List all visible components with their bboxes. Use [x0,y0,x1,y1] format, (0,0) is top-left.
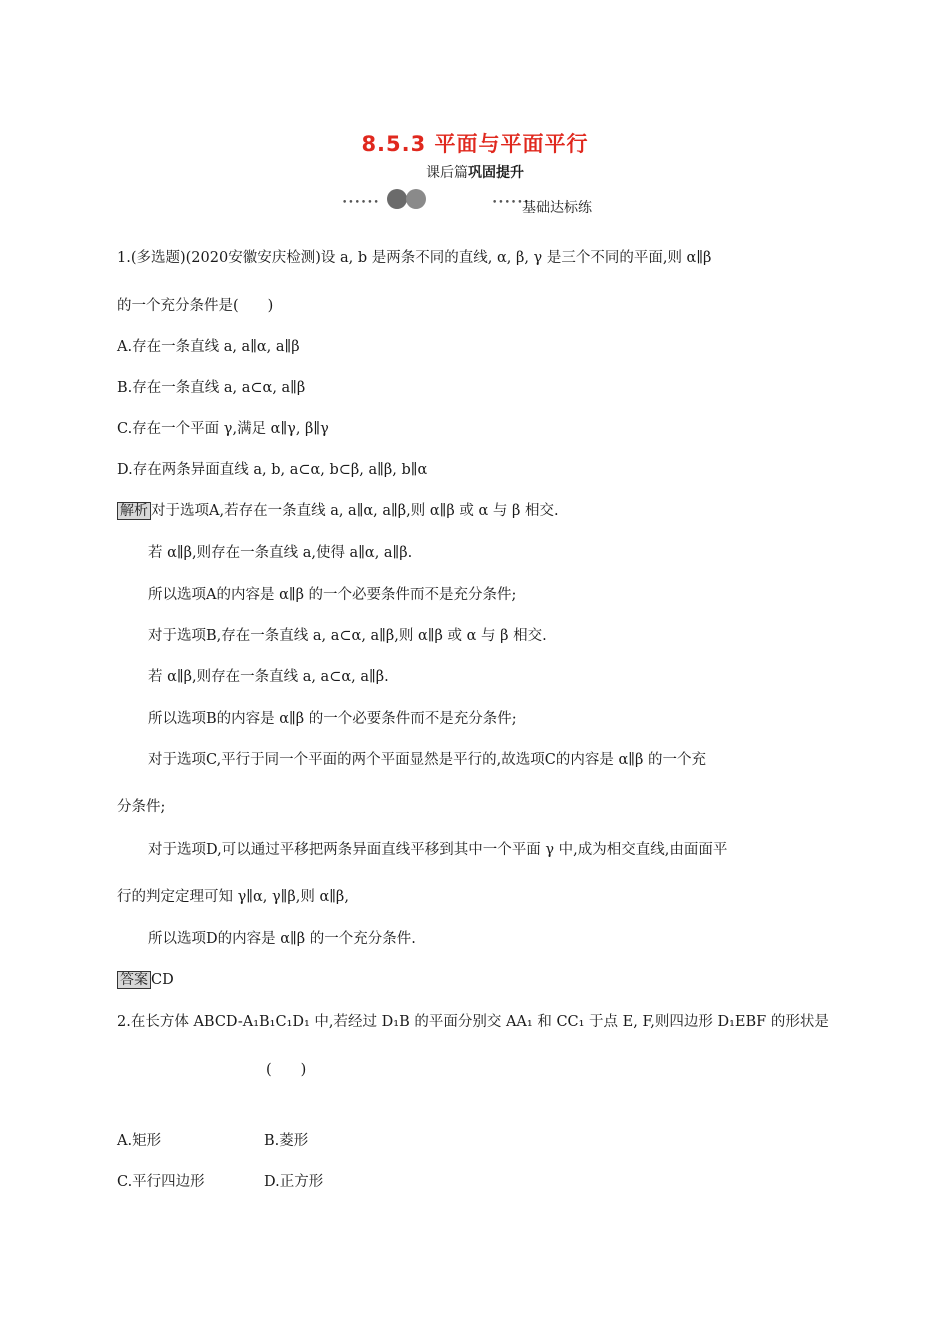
analysis-tag: 解析 [117,502,151,520]
analysis-line: 所以选项D的内容是 α∥β 的一个充分条件. [148,931,416,947]
analysis-line: 行的判定定理可知 γ∥α, γ∥β,则 α∥β, [117,889,349,905]
subtitle-normal: 课后篇 [426,165,468,181]
analysis-line: 若 α∥β,则存在一条直线 a,使得 a∥α, a∥β. [148,545,413,561]
q2-option-c: C.平行四边形 [117,1174,205,1190]
banner-circle-left-icon [387,189,407,209]
q2-option-b: B.菱形 [264,1133,309,1149]
q1-answer [117,970,174,990]
q1-option-c: C.存在一个平面 γ,满足 α∥γ, β∥γ [117,421,329,437]
banner-dots-left: •••••• [342,198,380,208]
q1-option-a: A.存在一条直线 a, a∥α, a∥β [117,339,300,355]
analysis-line: 对于选项B,存在一条直线 a, a⊂α, a∥β,则 α∥β 或 α 与 β 相交. [148,628,547,644]
q2-answer-bracket: ( ) [266,1062,307,1078]
q1-option-d: D.存在两条异面直线 a, b, a⊂α, b⊂β, a∥β, b∥α [117,462,428,478]
banner-circle-right-icon [406,189,426,209]
analysis-line: 若 α∥β,则存在一条直线 a, a⊂α, a∥β. [148,669,389,685]
analysis-line: 分条件; [117,799,166,815]
banner-dots-right: •••••• [492,198,530,208]
q2-option-d: D.正方形 [264,1174,324,1190]
q1-option-b: B.存在一条直线 a, a⊂α, a∥β [117,380,306,396]
q1-analysis-first-line [117,501,559,521]
section-title: 8.5.3 平面与平面平行 [361,132,589,156]
level-banner [340,180,640,216]
q2-stem: 2.在长方体 ABCD-A₁B₁C₁D₁ 中,若经过 D₁B 的平面分别交 AA₁ 和 CC₁ 于点 E, F,则四边形 D₁EBF 的形状是 [117,1014,829,1030]
analysis-line: 所以选项B的内容是 α∥β 的一个必要条件而不是充分条件; [148,711,517,727]
section-subtitle [0,162,950,182]
q1-stem-line2: 的一个充分条件是( ) [117,298,274,314]
subtitle-bold: 巩固提升 [468,165,524,181]
analysis-line: 对于选项D,可以通过平移把两条异面直线平移到其中一个平面 γ 中,成为相交直线,由面面平 [148,842,728,858]
answer-value: CD [151,972,174,988]
analysis-line: 对于选项C,平行于同一个平面的两个平面显然是平行的,故选项C的内容是 α∥β 的一个充 [148,752,706,768]
analysis-line: 所以选项A的内容是 α∥β 的一个必要条件而不是充分条件; [148,587,517,603]
q2-option-a: A.矩形 [117,1133,162,1149]
q1-stem-line1: 1.(多选题)(2020安徽安庆检测)设 a, b 是两条不同的直线, α, β, γ 是三个不同的平面,则 α∥β [117,250,712,266]
analysis-line: 对于选项A,若存在一条直线 a, a∥α, a∥β,则 α∥β 或 α 与 β 相交. [151,503,559,519]
banner-label: 基础达标练 [522,200,592,216]
answer-tag: 答案 [117,971,151,989]
